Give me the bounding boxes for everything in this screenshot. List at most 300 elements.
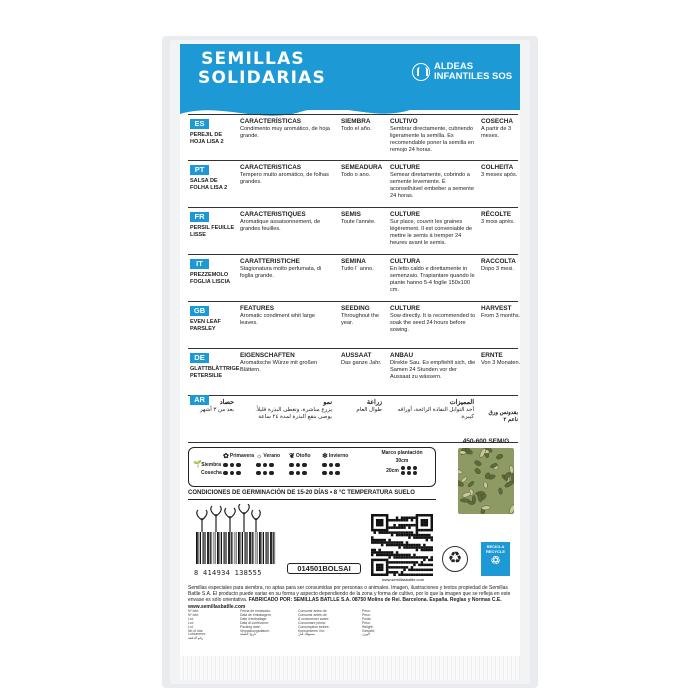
brand-logo <box>198 49 326 88</box>
fine-print-line: Consumption before: <box>298 624 330 629</box>
bar <box>224 532 225 564</box>
qr-module <box>423 544 426 547</box>
qr-module <box>381 529 384 532</box>
harvest-heading: COLHEITA <box>481 164 514 171</box>
barcode-number: 8 414934 138555 <box>194 569 262 577</box>
best-before-labels <box>298 610 329 637</box>
culture-text: Sur place, couvrir les graines légèrement. Il est conveniable de mettre le semis à tremper 24 heures avant le semis. <box>390 219 473 246</box>
qr-module <box>381 531 384 534</box>
seeds-image <box>458 448 514 514</box>
qr-module <box>423 514 426 517</box>
season-header <box>201 451 355 461</box>
qr-module <box>378 559 381 562</box>
month-dot <box>256 463 261 468</box>
cosecha-row <box>201 469 355 477</box>
qr-module <box>406 574 409 576</box>
bar <box>254 532 255 564</box>
season-3 <box>322 453 355 460</box>
qr-module <box>426 549 429 552</box>
qr-module <box>411 569 414 572</box>
bar <box>212 532 213 564</box>
language-code: DE <box>190 353 209 363</box>
qr-module <box>376 541 379 544</box>
month-dot <box>296 463 301 468</box>
qr-module <box>381 544 384 547</box>
qr-module <box>408 516 411 519</box>
qr-module <box>428 574 431 576</box>
qr-module <box>423 536 426 539</box>
qr-module <box>428 534 431 537</box>
qr-module <box>428 559 431 562</box>
qr-module <box>408 556 411 559</box>
qr-module <box>431 521 433 524</box>
qr-module <box>423 569 426 572</box>
qr-module <box>383 551 386 554</box>
qr-module <box>398 566 401 569</box>
sowing-text: Tutto l´ anno. <box>341 266 374 272</box>
qr-module <box>401 571 404 574</box>
bar <box>249 532 251 564</box>
fine-print-line: تاريخ التعبئة <box>240 632 257 637</box>
qr-module <box>426 556 429 559</box>
month-dot <box>335 471 340 476</box>
qr-module <box>386 554 389 557</box>
bar <box>242 532 243 564</box>
qr-module <box>403 546 406 549</box>
product-name: بقدونس ورق ناعم ٢ <box>488 410 518 423</box>
qr-module <box>381 566 384 569</box>
qr-module <box>378 529 381 532</box>
bar <box>238 532 240 564</box>
qr-module <box>406 544 409 547</box>
qr-module <box>411 524 414 527</box>
language-row-es <box>188 114 518 161</box>
qr-module <box>416 556 419 559</box>
qr-module <box>391 541 394 544</box>
qr-module <box>398 531 401 534</box>
qr-module <box>396 561 399 564</box>
qr-module <box>371 571 374 574</box>
qr-module <box>391 534 394 537</box>
sowing-text: Todo o ano. <box>341 172 371 178</box>
sprout-icon: 🌱 <box>193 461 202 468</box>
qr-module <box>398 541 401 544</box>
month-dot <box>236 471 241 476</box>
qr-module <box>431 549 433 552</box>
bar <box>241 532 242 564</box>
qr-module <box>386 519 389 522</box>
qr-module <box>413 561 416 564</box>
barcode-bars <box>194 532 278 564</box>
qr-module <box>401 524 404 527</box>
qr-module <box>386 551 389 554</box>
qr-module <box>376 566 379 569</box>
harvest-text: Dopo 3 mesi. <box>481 266 514 272</box>
qr-module <box>431 514 433 517</box>
qr-module <box>408 554 411 557</box>
bar <box>236 532 237 564</box>
qr-module <box>423 524 426 527</box>
qr-module <box>388 561 391 564</box>
qr-module <box>401 556 404 559</box>
qr-module <box>431 516 433 519</box>
harvest-text: 3 mois après. <box>481 219 515 225</box>
bar <box>259 532 261 564</box>
qr-module <box>393 556 396 559</box>
features-text: Stagionatura molto perfumata, di foglia grande. <box>240 266 322 279</box>
qr-module <box>426 524 429 527</box>
sowing-text: Todo el año. <box>341 126 372 132</box>
qr-module <box>388 566 391 569</box>
qr-module <box>431 556 433 559</box>
seed-packet <box>180 44 520 656</box>
bar <box>221 532 222 564</box>
qr-module <box>423 529 426 532</box>
qr-module <box>373 574 376 576</box>
weight-labels <box>362 610 375 637</box>
partner-logo <box>412 62 512 82</box>
qr-module <box>418 569 421 572</box>
qr-module <box>378 551 381 554</box>
culture-text: يزرع مباشرة، وتغطى البذرة قليلاً. يوصى بنقع البذرة لمدة ٢٤ ساعة <box>255 407 332 420</box>
qr-module <box>431 536 433 539</box>
qr-module <box>381 569 384 572</box>
qr-module <box>416 526 419 529</box>
harvest-text: From 3 months. <box>481 313 520 319</box>
features-heading: CARATTERISTICHE <box>240 258 300 265</box>
qr-module <box>378 574 381 576</box>
qr-module <box>381 541 384 544</box>
qr-module <box>426 521 429 524</box>
qr-module <box>371 536 374 539</box>
qr-module <box>396 571 399 574</box>
qr-module <box>371 561 374 564</box>
qr-module <box>388 531 391 534</box>
culture-text: Semear diretamente, cobrindo a semente levemente. É aconselhável embeber a semente 24 horas. <box>390 172 474 199</box>
qr-module <box>421 521 424 524</box>
qr-module <box>408 526 411 529</box>
qr-module <box>396 556 399 559</box>
qr-module <box>423 546 426 549</box>
bar <box>199 532 200 564</box>
qr-module <box>371 514 374 517</box>
month-dot <box>296 471 301 476</box>
qr-module <box>388 544 391 547</box>
qr-module <box>413 546 416 549</box>
fine-print-line: Konsumieren Vor: <box>298 628 325 633</box>
qr-module <box>378 519 381 522</box>
fine-print-line: Nº lote: <box>188 609 200 613</box>
product-name: PREZZEMOLO FOGLIA LISCIA <box>190 272 231 285</box>
harvest-text: Von 3 Monaten. <box>481 360 520 366</box>
qr-module <box>396 541 399 544</box>
spacing-grid-icon <box>401 466 418 475</box>
qr-module <box>373 559 376 562</box>
qr-module <box>393 561 396 564</box>
qr-module <box>383 529 386 532</box>
qr-module <box>373 551 376 554</box>
qr-module <box>378 539 381 542</box>
season-label: Verano <box>263 453 281 459</box>
language-code: AR <box>190 395 209 405</box>
qr-module <box>403 561 406 564</box>
bar <box>203 532 204 564</box>
qr-module <box>391 519 394 522</box>
qr-module <box>431 559 433 562</box>
qr-module <box>388 526 391 529</box>
qr-module <box>431 529 433 532</box>
features-text: Aromatic condiment whit large leaves. <box>240 313 315 326</box>
qr-module <box>381 554 384 557</box>
language-row-pt <box>188 161 518 208</box>
sowing-heading: SEMINA <box>341 258 366 265</box>
qr-module <box>418 536 421 539</box>
features-heading: المميزات <box>449 399 474 406</box>
qr-module <box>406 516 409 519</box>
qr-module <box>401 526 404 529</box>
harvest-heading: HARVEST <box>481 305 512 312</box>
product-name: GLATTBLÄTTRIGE PETERSILIE <box>190 366 240 379</box>
harvest-heading: حصاد <box>219 399 234 406</box>
sowing-heading: زراعة <box>366 399 382 406</box>
plant-spacing <box>373 450 431 475</box>
qr-module <box>391 566 394 569</box>
qr-module <box>403 519 406 522</box>
fine-print-line: Date d'emballage: <box>240 616 268 621</box>
qr-module <box>416 516 419 519</box>
qr-module <box>413 536 416 539</box>
features-text: Tempero muito aromático, de folhas grandes. <box>240 172 329 185</box>
qr-module <box>426 529 429 532</box>
qr-module <box>408 561 411 564</box>
qr-module <box>383 559 386 562</box>
qr-module <box>403 524 406 527</box>
fine-print-line: Peso: <box>362 612 371 617</box>
month-dot <box>269 463 274 468</box>
qr-module <box>411 566 414 569</box>
fine-print-line: Weight: <box>362 624 374 629</box>
qr-module <box>378 531 381 534</box>
seed <box>460 476 468 484</box>
qr-module <box>393 541 396 544</box>
qr-module <box>428 529 431 532</box>
website: www.semillasbatlle.com <box>188 603 246 610</box>
qr-module <box>418 546 421 549</box>
recycle-badge <box>481 542 510 576</box>
fine-print-line: Packing date: <box>240 624 261 629</box>
qr-module <box>378 549 381 552</box>
recycle-label: RECICLA RECYCLE <box>485 544 506 554</box>
harvest-text: A partir de 3 meses. <box>481 126 512 139</box>
leaf-icon: ❦ <box>289 452 295 460</box>
qr-code[interactable] <box>371 514 433 576</box>
qr-module <box>396 526 399 529</box>
qr-module <box>431 569 433 572</box>
sowing-heading: SEMIS <box>341 211 361 218</box>
fine-print-line: Data de embalagem: <box>240 612 272 617</box>
qr-module <box>388 541 391 544</box>
qr-module <box>381 521 384 524</box>
qr-module <box>408 574 411 576</box>
qr-module <box>426 534 429 537</box>
seed <box>462 491 472 498</box>
qr-module <box>391 554 394 557</box>
qr-module <box>388 519 391 522</box>
qr-module <box>411 534 414 537</box>
qr-module <box>396 554 399 557</box>
sowing-heading: AUSSAAT <box>341 352 372 359</box>
bar <box>207 532 209 564</box>
qr-module <box>381 519 384 522</box>
qr-module <box>421 514 424 517</box>
qr-module <box>386 559 389 562</box>
qr-module <box>403 569 406 572</box>
qr-module <box>416 549 419 552</box>
qr-module <box>416 546 419 549</box>
snowflake-icon: ❄ <box>322 452 328 460</box>
sowing-text: Das ganze Jahr. <box>341 360 382 366</box>
sowing-text: Throughout the year. <box>341 313 379 326</box>
features-heading: CARACTERÍSTICAS <box>240 118 302 125</box>
qr-module <box>403 574 406 576</box>
qr-module <box>388 556 391 559</box>
bar <box>256 532 257 564</box>
qr-module <box>406 531 409 534</box>
qr-module <box>408 531 411 534</box>
qr-module <box>411 544 414 547</box>
bar <box>228 532 230 564</box>
qr-module <box>381 564 384 567</box>
month-dot <box>322 463 327 468</box>
qr-module <box>398 574 401 576</box>
spacing-plant-distance: 20cm <box>386 467 399 474</box>
qr-module <box>378 514 381 517</box>
qr-module <box>373 514 376 517</box>
culture-heading: CULTURE <box>390 305 421 312</box>
qr-module <box>411 531 414 534</box>
fine-print-line: Lot: <box>188 616 194 621</box>
bar <box>273 532 274 564</box>
row-label: Cosecha <box>201 470 222 476</box>
bar <box>257 532 258 564</box>
language-code: PT <box>190 165 209 175</box>
partner-line2: INFANTILES SOS <box>434 71 513 82</box>
bar <box>275 532 276 564</box>
sowing-heading: SEEDING <box>341 305 370 312</box>
qr-module <box>396 516 399 519</box>
features-text: Condimento muy aromático, de hoja grande. <box>240 126 330 139</box>
fine-print-line: رقم الدفعة <box>188 636 204 641</box>
spacing-row-distance: 30cm <box>395 458 409 464</box>
seed <box>495 453 503 460</box>
qr-module <box>381 551 384 554</box>
fine-print-line: Consumir antes de: <box>298 609 328 613</box>
bar <box>220 532 221 564</box>
qr-module <box>403 556 406 559</box>
fine-print-line: Verpackungsdatum: <box>240 628 270 633</box>
qr-module <box>403 516 406 519</box>
qr-module <box>431 524 433 527</box>
qr-module <box>406 546 409 549</box>
qr-module <box>391 531 394 534</box>
fine-print-line: Lotnummer: <box>188 632 207 637</box>
qr-module <box>386 526 389 529</box>
qr-module <box>408 524 411 527</box>
qr-module <box>431 539 433 542</box>
features-text: أحد التوابل النفاذة الرائحة، أوراقه كبيرة. <box>397 407 474 420</box>
qr-module <box>371 559 374 562</box>
qr-module <box>413 534 416 537</box>
qr-module <box>401 574 404 576</box>
qr-module <box>408 534 411 537</box>
packing-date-labels <box>240 610 271 637</box>
harvest-heading: RACCOLTA <box>481 258 516 265</box>
bar <box>235 532 236 564</box>
month-dot <box>230 471 235 476</box>
qr-module <box>423 564 426 567</box>
qr-module <box>393 566 396 569</box>
qr-module <box>376 521 379 524</box>
qr-module <box>376 554 379 557</box>
qr-module <box>386 514 389 517</box>
qr-module <box>396 544 399 547</box>
language-table <box>188 114 518 443</box>
features-heading: CARACTERISTICAS <box>240 164 302 171</box>
fine-print-line: يستهلك قبل <box>298 632 315 637</box>
qr-module <box>388 551 391 554</box>
qr-module <box>386 564 389 567</box>
qr-module <box>388 571 391 574</box>
qr-module <box>396 551 399 554</box>
bar <box>231 532 232 564</box>
qr-module <box>373 549 376 552</box>
qr-module <box>421 524 424 527</box>
qr-module <box>398 524 401 527</box>
qr-module <box>413 516 416 519</box>
qr-module <box>416 521 419 524</box>
fine-print-line: Nb of lots: <box>188 628 204 633</box>
qr-module <box>383 554 386 557</box>
qr-module <box>421 549 424 552</box>
qr-module <box>416 561 419 564</box>
qr-module <box>411 574 414 576</box>
qr-module <box>396 519 399 522</box>
qr-module <box>371 574 374 576</box>
spacing-label: Marco plantación <box>381 450 423 456</box>
fine-print-line: Peso: <box>362 620 371 625</box>
culture-text: Direkte Sau. Es empfiehlt sich, die Samen 24 Stunden vor der Aussaat zu wässern. <box>390 360 476 380</box>
qr-module <box>428 514 431 517</box>
qr-module <box>396 531 399 534</box>
qr-module <box>386 529 389 532</box>
sun-icon: ☼ <box>256 452 263 460</box>
qr-module <box>373 539 376 542</box>
qr-module <box>376 574 379 576</box>
harvest-text: 3 meses após. <box>481 172 518 178</box>
bar <box>263 532 264 564</box>
qr-module <box>376 519 379 522</box>
culture-heading: نمو <box>323 399 332 406</box>
product-name: PERSIL FEUILLE LISSE <box>190 225 235 238</box>
qr-module <box>421 569 424 572</box>
sowing-heading: SEMEADURA <box>341 164 383 171</box>
barcode <box>194 532 278 577</box>
qr-module <box>403 534 406 537</box>
qr-module <box>388 554 391 557</box>
language-row-it <box>188 255 518 302</box>
seed <box>481 505 490 510</box>
month-dot <box>263 463 268 468</box>
